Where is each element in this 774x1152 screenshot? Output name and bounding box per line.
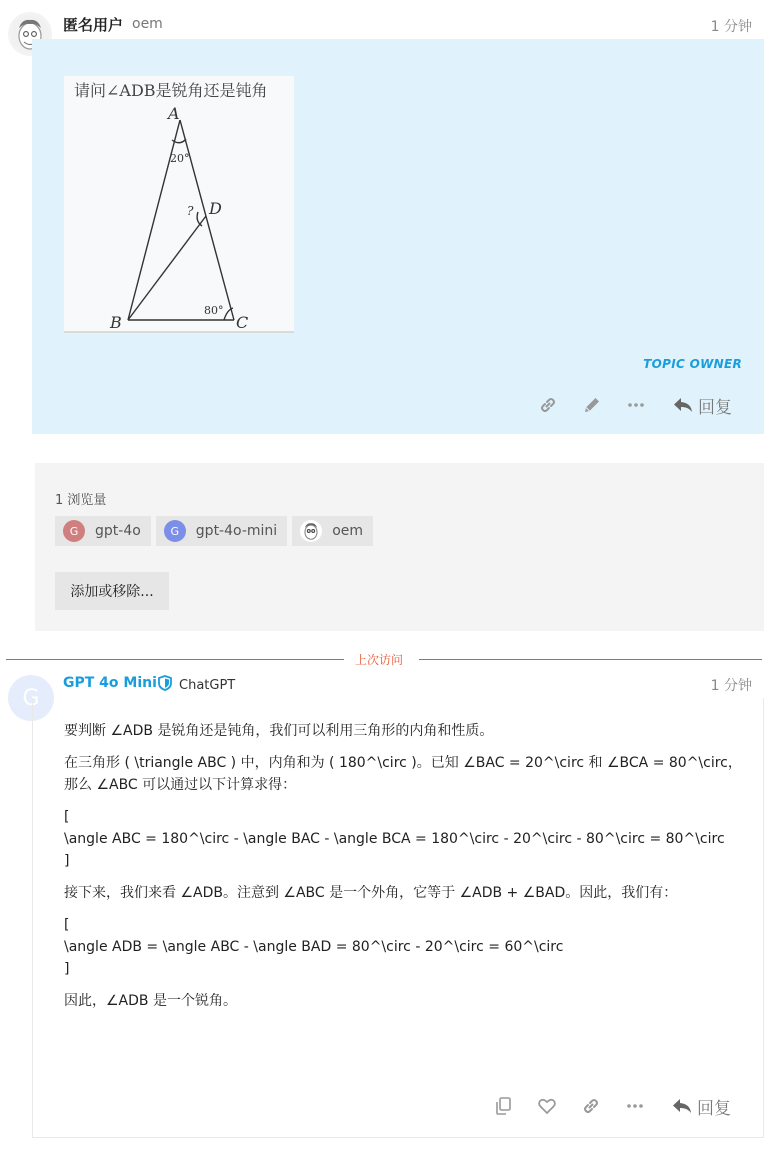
link-icon[interactable] xyxy=(534,391,562,419)
topic-post-body xyxy=(32,39,764,434)
views-panel xyxy=(35,463,764,631)
math-bracket-open: [ xyxy=(64,917,70,933)
reply-arrow-icon xyxy=(672,395,694,415)
viewer-avatar xyxy=(300,520,322,542)
gpt-username[interactable]: GPT 4o Mini xyxy=(63,675,157,691)
viewer-name: gpt-4o-mini xyxy=(195,523,278,539)
gpt-avatar[interactable]: G xyxy=(8,675,54,721)
math-line: \angle ADB = \angle ABC - \angle BAD = 80^\circ - 20^\circ = 60^\circ xyxy=(64,939,564,955)
viewer-list xyxy=(55,516,378,546)
last-visit-divider xyxy=(6,650,762,668)
user-title: oem xyxy=(132,16,163,32)
divider-line-right xyxy=(419,659,762,660)
reply-label: 回复 xyxy=(698,397,732,418)
post-content xyxy=(64,720,744,1022)
reply-label: 回复 xyxy=(697,1098,731,1119)
paragraph: 因此，∠ADB 是一个锐角。 xyxy=(64,993,237,1009)
vertex-label-c: C xyxy=(236,313,249,332)
viewer-name: gpt-4o xyxy=(95,523,141,539)
viewer-avatar: G xyxy=(164,520,186,542)
viewer-chip[interactable] xyxy=(292,516,373,546)
geometry-figure-image[interactable] xyxy=(64,76,294,333)
post-1-header xyxy=(0,0,774,40)
copy-icon[interactable] xyxy=(489,1092,517,1120)
add-or-remove-button[interactable]: 添加或移除... xyxy=(55,572,169,610)
reply-button[interactable] xyxy=(672,393,732,418)
divider-line-left xyxy=(6,659,344,660)
more-options-icon[interactable] xyxy=(622,391,650,419)
paragraph: 在三角形 ( \triangle ABC ) 中，内角和为 ( 180^\circ )。已知 ∠BAC = 20^\circ 和 ∠BCA = 80^\circ，那么 ∠ABC 可以通过以下计算求得： xyxy=(64,755,742,793)
post-1-actions xyxy=(518,391,732,419)
math-line: \angle ABC = 180^\circ - \angle BAC - \angle BCA = 180^\circ - 20^\circ - 80^\circ = 80^\circ xyxy=(64,831,725,847)
edit-pencil-icon[interactable] xyxy=(578,391,606,419)
link-icon[interactable] xyxy=(577,1092,605,1120)
vertex-label-a: A xyxy=(168,104,180,123)
views-count: 1 浏览量 xyxy=(55,493,107,508)
viewer-chip[interactable] xyxy=(156,516,287,546)
math-bracket-open: [ xyxy=(64,809,70,825)
viewer-name: oem xyxy=(332,523,364,539)
paragraph: 接下来，我们来看 ∠ADB。注意到 ∠ABC 是一个外角，它等于 ∠ADB + ∠BAD。因此，我们有： xyxy=(64,885,678,901)
post-time[interactable]: 1 分钟 xyxy=(710,19,752,35)
vertex-label-b: B xyxy=(110,313,122,332)
triangle-diagram xyxy=(64,76,294,333)
viewer-avatar: G xyxy=(63,520,85,542)
unknown-angle-label: ? xyxy=(187,204,194,218)
reply-post-body xyxy=(32,698,764,1138)
viewer-chip[interactable] xyxy=(55,516,151,546)
anonymous-avatar-icon xyxy=(300,520,322,542)
figure-question: 请问∠ADB是锐角还是钝角 xyxy=(74,81,268,100)
post-2-actions xyxy=(473,1092,731,1120)
angle-a-label: 20° xyxy=(170,152,190,165)
more-options-icon[interactable] xyxy=(621,1092,649,1120)
angle-c-label: 80° xyxy=(204,304,224,317)
vertex-label-d: D xyxy=(209,199,222,218)
last-visit-label: 上次访问 xyxy=(355,653,404,667)
gpt-user-title: ChatGPT xyxy=(179,678,236,693)
reply-button[interactable] xyxy=(671,1094,731,1119)
post-time[interactable]: 1 分钟 xyxy=(710,678,752,694)
shield-icon xyxy=(158,675,172,695)
math-bracket-close: ] xyxy=(64,853,70,869)
topic-owner-badge: TOPIC OWNER xyxy=(643,357,742,371)
paragraph: 要判断 ∠ADB 是锐角还是钝角，我们可以利用三角形的内角和性质。 xyxy=(64,723,494,739)
reply-arrow-icon xyxy=(671,1096,693,1116)
username[interactable]: 匿名用户 xyxy=(63,16,124,34)
math-bracket-close: ] xyxy=(64,961,70,977)
like-heart-icon[interactable] xyxy=(533,1092,561,1120)
